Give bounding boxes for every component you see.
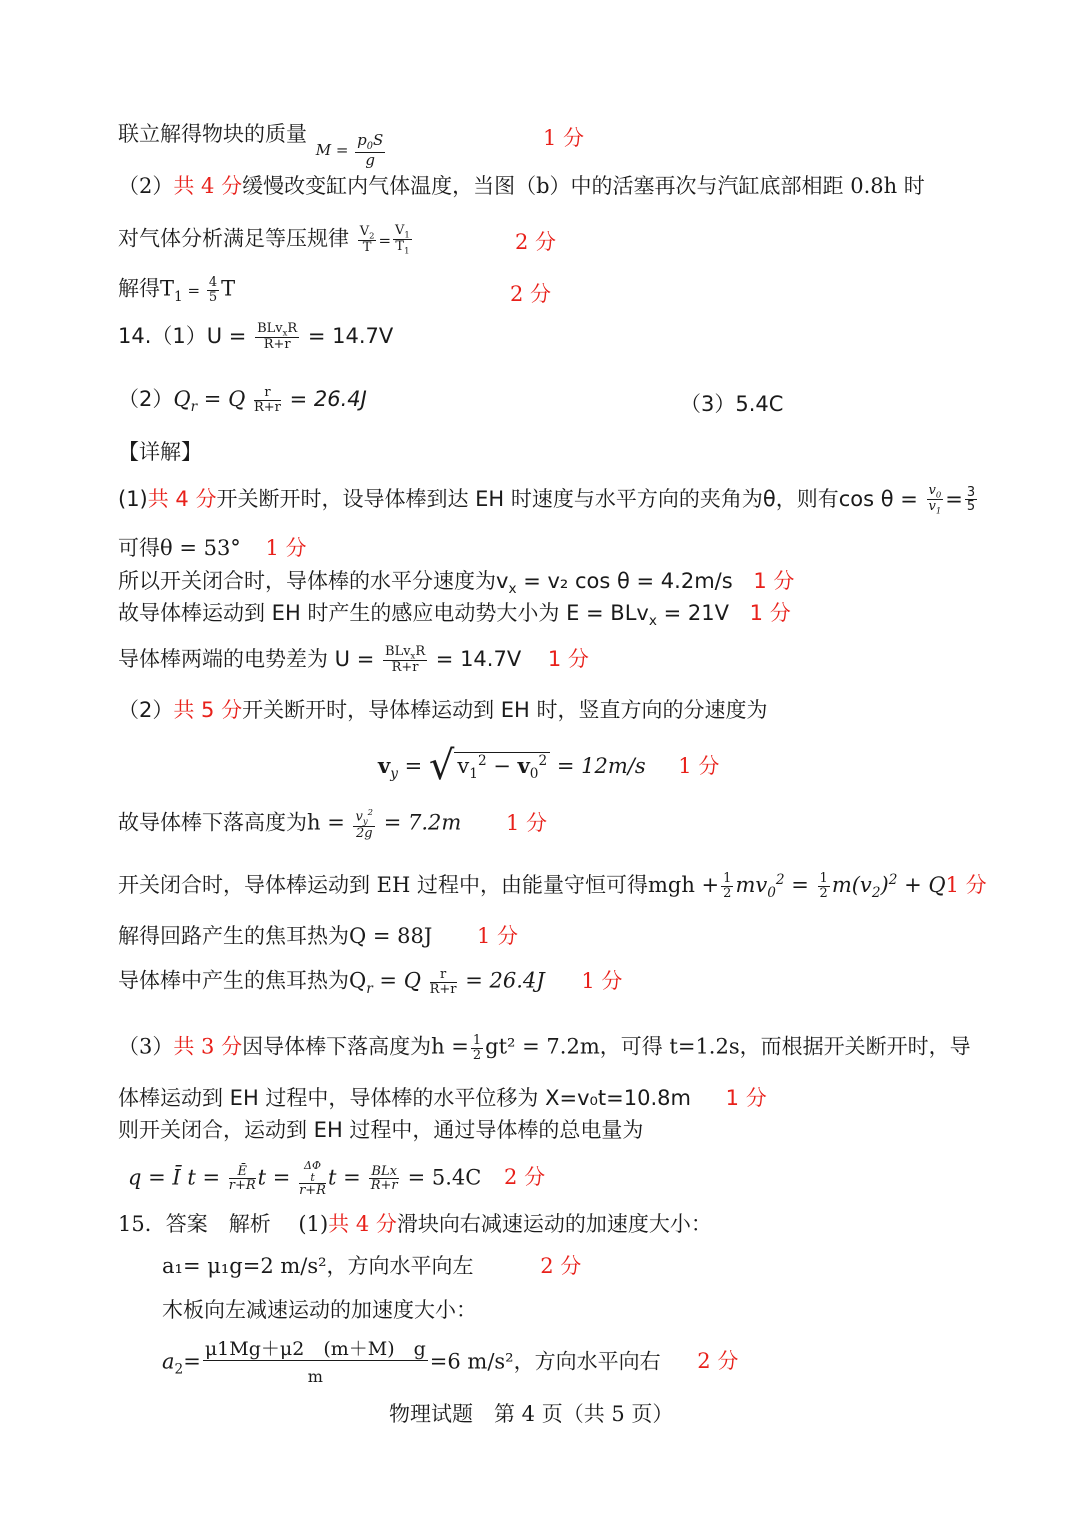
score-15: 2 分 [540, 1254, 582, 1278]
height-text: 故导体棒下落高度为h = [118, 810, 345, 835]
detail1-text: 开关断开时，设导体棒到达 EH 时速度与水平方向的夹角为θ，则有cos θ = [216, 486, 918, 511]
charge-frac-1: $\frac{Ē}{r+R}$ [228, 1163, 256, 1194]
charge-frac-3: $\frac{\text{BLx}}{R+r}$ [370, 1163, 398, 1194]
score-10: 1 分 [945, 873, 987, 897]
detail2-text: 开关断开时，导体棒运动到 EH 时，竖直方向的分速度为 [242, 698, 768, 722]
line-q14-1 [118, 322, 393, 352]
line-vx: 所以开关闭合时，导体棒的水平分速度为$v_x = v_2$ cos θ = 4.2m/s 1 分 [118, 569, 795, 598]
displacement-text: 体棒运动到 EH 过程中，导体棒的水平位移为 X=v₀t=10.8m [118, 1086, 691, 1110]
line-isobaric: 对气体分析满足等压规律 $\frac{V_2}{T}$ = $\frac{V_1}{T_1}$ [118, 223, 410, 257]
potential-text: 导体棒两端的电势差为 U = [118, 647, 375, 672]
potential-frac: $\frac{BLv_xR}{R+r}$ [385, 644, 426, 676]
part3-tail: gt² = 7.2m，可得 t=1.2s，而根据开关断开时，导 [485, 1034, 971, 1059]
a2-text: =6 m/s²，方向水平向右 [429, 1349, 661, 1374]
line-charge-intro: 则开关闭合，运动到 EH 过程中，通过导体棒的总电量为 [118, 1118, 644, 1142]
cos-value: $\frac{3}{5}$ [966, 484, 976, 515]
isobaric-text: 对气体分析满足等压规律 [118, 226, 349, 251]
score-11: 1 分 [477, 924, 519, 948]
a2-denominator: m [307, 1366, 323, 1386]
line-vy: $v_y$ = √ $v_1^2 - v_0^2 = 12m/s$ 1 分 [378, 743, 720, 789]
score-5: 1 分 [753, 569, 795, 593]
line-potential [118, 645, 589, 675]
detail2-points: 共 5 分 [173, 698, 243, 722]
score-3: 2 分 [510, 282, 552, 306]
score-4: 1 分 [265, 536, 307, 560]
line-q14-2: $(2)Q_r = Q$ $\frac{r}{R+r}$ = 26.4J [118, 385, 367, 416]
line-mass-result [118, 122, 389, 169]
line-emf: 故导体棒运动到 EH 时产生的感应电动势大小为 E = BLv$_x$ = 21V 1 分 [118, 601, 791, 630]
isobaric-frac-right: $\frac{V_1}{T_1}$ [395, 223, 410, 257]
score-2: 2 分 [515, 230, 557, 254]
half-frac-1: $\frac{1}{2}$ [723, 871, 732, 901]
q15-text: 滑块向右减速运动的加速度大小： [396, 1212, 712, 1236]
score-12: 1 分 [581, 968, 623, 993]
page-footer: 物理试题 第 4 页（共 5 页） [389, 1402, 674, 1426]
q15-points: 共 4 分 [328, 1212, 397, 1236]
a2-frac [203, 1340, 428, 1386]
heat-frac: $\frac{r}{R+r}$ [253, 385, 281, 415]
voltage-frac: $\frac{BLv_xR}{R+r}$ [257, 321, 298, 353]
temp-frac: $\frac{4}{5}$ [208, 275, 218, 305]
height-frac: $\frac{v_y^2}{2g}$ [355, 807, 373, 841]
a1-text: a₁= μ₁g=2 m/s²，方向水平向左 [162, 1254, 474, 1278]
line-height [118, 808, 547, 840]
score-13: 1 分 [725, 1086, 767, 1110]
line-part2-gas [118, 174, 925, 199]
q14-2-label: （2） [118, 387, 174, 412]
score-16: 2 分 [697, 1349, 739, 1374]
line-joule-rod: 导体棒中产生的焦耳热为$Q_r = Q$ $\frac{r}{R+r}$ = 26.4J 1 分 [118, 967, 623, 997]
q14-label: 14.（1）U = [118, 324, 247, 349]
score-14: 2 分 [504, 1165, 546, 1190]
joule-rod-frac: $\frac{r}{R+r}$ [429, 967, 457, 997]
line-part3 [118, 1034, 971, 1062]
line-a1 [162, 1254, 581, 1279]
part3-label: （3） [118, 1034, 174, 1059]
heat-result: = 26.4J [289, 387, 367, 412]
charge-frac-2: ΔΦ t r+R [299, 1159, 326, 1199]
line-charge: q = Ī t = $\frac{Ē}{r+R}$ t = ΔΦ t r+R t = $\frac{\text{BLx}}{R+r}$ = 5.4C 2 分 [128, 1159, 546, 1199]
part3-half: $\frac{1}{2}$ [472, 1033, 482, 1063]
emf-eq: = 21V [663, 601, 729, 625]
mass-text: 联立解得物块的质量 [118, 122, 307, 146]
part-label: （2） [118, 174, 174, 198]
detail2-label: （2） [118, 698, 174, 722]
vx-eq: = v₂ cos θ = 4.2m/s [523, 569, 733, 593]
detail1-points: 共 4 分 [147, 486, 217, 511]
potential-eq: = 14.7V [435, 647, 522, 672]
part-points: 共 4 分 [173, 174, 243, 198]
height-eq: = 7.2m [383, 810, 462, 835]
score-7: 1 分 [547, 647, 589, 672]
mass-formula: M = $\frac{p_0S}{g}$ [315, 131, 384, 170]
score-6: 1 分 [749, 601, 791, 625]
score-8: 1 分 [678, 754, 720, 778]
half-frac-2: $\frac{1}{2}$ [819, 871, 828, 901]
line-energy: 开关闭合时，导体棒运动到 EH 过程中，由能量守恒可得mgh + $\frac{1}{2}$ $mv_0^2$ = $\frac{1}{2}$ $m(v_2)^2 + Q1$ 分 [118, 871, 987, 902]
temp-text: 解得T [118, 276, 175, 301]
part-text: 缓慢改变缸内气体温度，当图（b）中的活塞再次与汽缸底部相距 0.8h 时 [242, 174, 925, 198]
joule-rod-text: 导体棒中产生的焦耳热为Q [118, 968, 367, 993]
line-joule [118, 924, 518, 949]
emf-text: 故导体棒运动到 EH 时产生的感应电动势大小为 E = BLv [118, 601, 649, 625]
line-displacement [118, 1086, 767, 1111]
joule-text: 解得回路产生的焦耳热为Q = 88J [118, 924, 433, 948]
score-1: 1 分 [543, 126, 585, 150]
score-9: 1 分 [505, 810, 548, 835]
charge-eq: = 5.4C [407, 1165, 482, 1190]
isobaric-frac-left: $\frac{V_2}{T}$ [359, 223, 375, 256]
cos-frac: $\frac{v_0}{v_1}$ [928, 483, 942, 517]
line-board-accel: 木板向左减速运动的加速度大小： [162, 1298, 477, 1322]
detail-heading: 【详解】 [118, 440, 202, 464]
line-part2-detail [118, 698, 768, 723]
voltage-result: = 14.7V [307, 324, 394, 349]
q14-3-answer: （3）5.4C [680, 392, 784, 416]
line-angle [118, 536, 307, 561]
angle-text: 可得θ = 53° [118, 536, 241, 560]
line-a2: $a_2=$ $\frac{\mu 1Mg+\mu 2 (m+M) g}{m}$ =6 m/s²，方向水平向右 2 分 [162, 1338, 739, 1386]
line-detail-1: (1)共 4 分开关断开时，设导体棒到达 EH 时速度与水平方向的夹角为θ，则有cos θ = $\frac{v_0}{v_1}$ = $\frac{3}{5}$ [118, 483, 976, 517]
line-q15 [118, 1212, 712, 1237]
energy-text: 开关闭合时，导体棒运动到 EH 过程中，由能量守恒可得mgh + [118, 873, 720, 897]
a2-numerator: μ1Mg＋μ2 (m＋M) g [204, 1338, 426, 1360]
joule-rod-eq: = 26.4J [465, 968, 545, 993]
vx-text: 所以开关闭合时，导体棒的水平分速度为v [118, 569, 509, 593]
q15-label: 15．答案 解析 (1) [118, 1212, 329, 1236]
part3-text: 因导体棒下落高度为h = [242, 1034, 469, 1059]
detail1-label: (1) [118, 486, 148, 511]
line-temperature: 解得$T_1$ = $\frac{4}{5}$ T [118, 275, 236, 305]
vy-eq: = 12m/s [556, 754, 646, 778]
part3-points: 共 3 分 [173, 1034, 243, 1059]
